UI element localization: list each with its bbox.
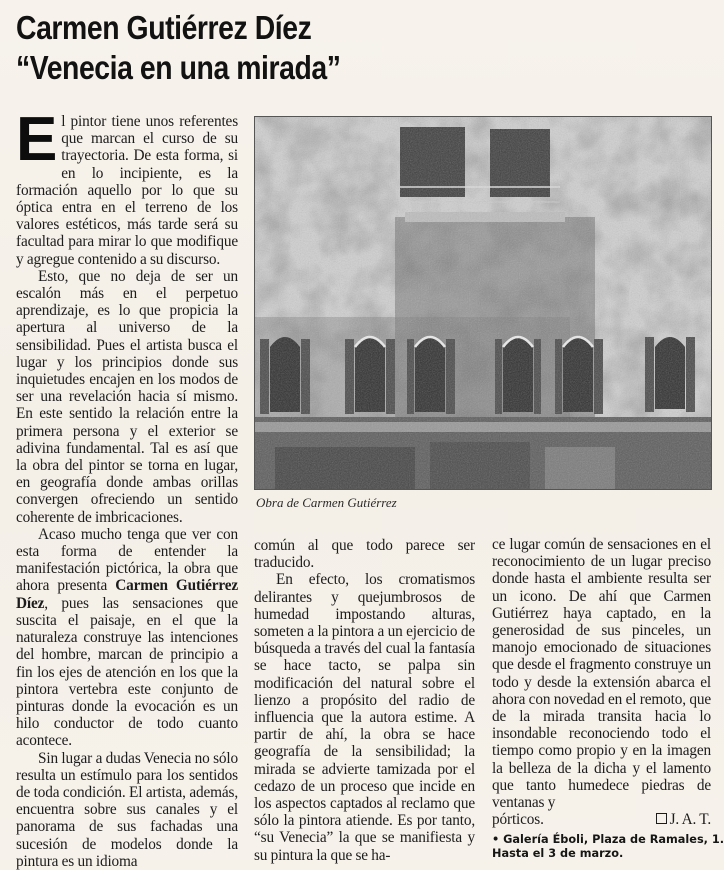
paragraph-1 xyxy=(16,105,238,268)
painting-image xyxy=(254,116,712,490)
paragraph-5-continued: ce lugar común de sensaciones en el reconocimiento de un lugar preciso donde hasta el ambiente resulta ser un icono. De ahí que Carmen Gutiérrez haya captado, en la generosidad de sus pinceles, un manojo emocionado de situaciones que desde el fragmento construye un todo y desde la extensión abarca el ahora con novedad en el remoto, que de la mirada transita hacia lo insondable reconociendo todo el tiempo como propio y en la imagen la belleza de la dicha y el lamento que tanto humedece piedras de ventanas y xyxy=(492,536,711,812)
artist-name-bold: Carmen Gutiérrez Díez xyxy=(16,577,239,612)
author-signature xyxy=(656,811,711,828)
headline-exhibition-title: “Venecia en una mirada” xyxy=(16,49,341,86)
headline xyxy=(16,8,618,88)
headline-artist: Carmen Gutiérrez Díez xyxy=(16,9,312,46)
exhibition-dates: Hasta el 3 de marzo. xyxy=(492,846,624,860)
exhibition-venue: • Galería Éboli, Plaza de Ramales, 1. xyxy=(492,833,724,847)
paragraph-1-text: l pintor tiene unos referentes que marcan el curso de su trayectoria. De esta forma, si en lo incipiente, es la formación aquello por lo que su óptica entra en el terreno de los valores estéticos, más tarde será su facultad para mirar lo que modifique y agregue contenido a su discurso. xyxy=(16,113,238,268)
author-initials: J. A. T. xyxy=(669,811,711,829)
paragraph-3-text-b: , pues las sensaciones que suscita el paisaje, en el que la naturaleza construye las intenciones del hombre, marcan de principio a fin los ejes de atención en los que la pintora vertebra este conjunto de pinturas donde la evocación es un hilo conductor de todo cuanto acontece. xyxy=(16,594,238,750)
paragraph-2: Esto, que no deja de ser un escalón más en el perpetuo aprendizaje, es lo que propicia la apertura al universo de la sensibilidad. Pues el artista busca el lugar y los principios donde sus inquietudes encajen en los modos de ser una revelación hacia sí mismo. En este sentido la relación entre la primera persona y el exterior se adivina fundamental. Tal es así que la obra del pintor se torna en lugar, en geografía donde ambas orillas convergen ofreciendo un sentido coherente de imbricaciones. xyxy=(16,267,238,526)
article-column-2 xyxy=(254,537,475,864)
square-outline-icon xyxy=(656,813,667,824)
paragraph-3 xyxy=(16,526,238,750)
paragraph-5: En efecto, los cromatismos delirantes y quejumbrosos de humedad impostando alturas, someten a la pintora a un ejercicio de búsqueda a través del cual la fantasía se hace tacto, se palpa sin modificación del natural sobre el lienzo a propósito del radio de influencia que la autora estime. A partir de ahí, la obra se hace geografía de la sensibilidad; la mirada se advierte tamizada por el cedazo de un proceso que incide en los aspectos captados al reclamo que sólo la pintora atiende. Es por tanto, “su Venecia” la que se manifiesta y su pintura la que se ha- xyxy=(254,571,475,864)
exhibition-info xyxy=(492,833,724,860)
article-column-1 xyxy=(16,105,239,870)
paragraph-4: Sin lugar a dudas Venecia no sólo resulta un estímulo para los sentidos de toda condición. El artista, además, encuentra sobre sus canales y el panorama de sus fachadas una sucesión de modelos donde la pintura es un idioma xyxy=(16,749,238,870)
paragraph-4-continued: común al que todo parece ser traducido. xyxy=(254,537,475,572)
paragraph-3-text-a: Acaso mucho tenga que ver con esta forma de entender la manifestación pictórica, la obra que ahora presenta xyxy=(16,525,238,595)
drop-cap: E xyxy=(16,105,58,174)
closing-line xyxy=(492,811,711,828)
figure-caption: Obra de Carmen Gutiérrez xyxy=(256,495,397,510)
venetian-facade-painting xyxy=(255,117,711,489)
article-column-3 xyxy=(492,536,724,860)
closing-word: pórticos. xyxy=(492,811,544,829)
